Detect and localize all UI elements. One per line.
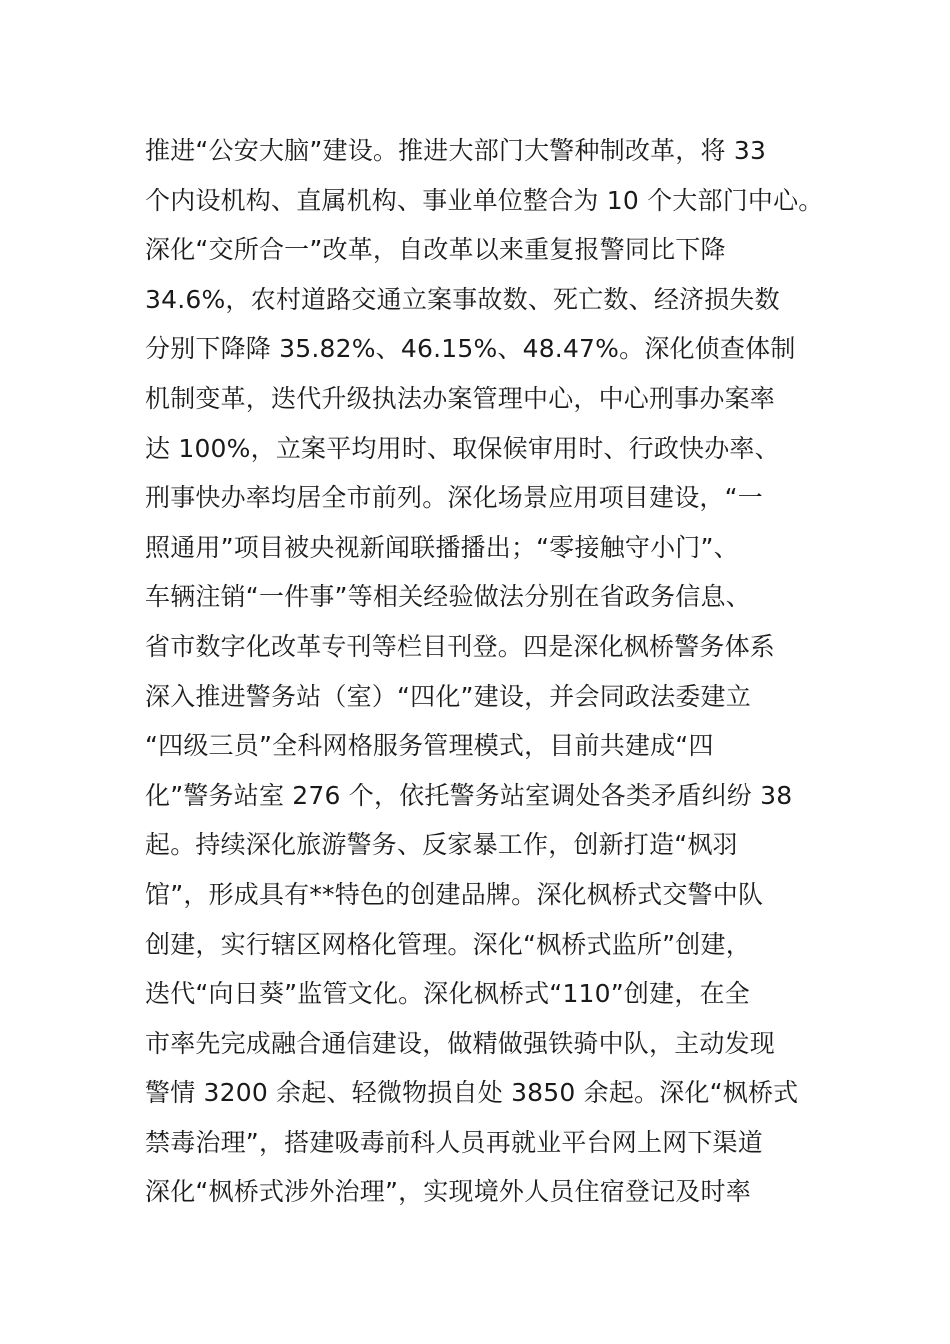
text-line: 个内设机构、直属机构、事业单位整合为 10 个大部门中心。: [145, 185, 824, 215]
text-line: 迭代“向日葵”监管文化。深化枫桥式“110”创建，在全: [145, 979, 750, 1009]
text-line: 馆”，形成具有**特色的创建品牌。深化枫桥式交警中队: [145, 879, 764, 909]
text-line: “四级三员”全科网格服务管理模式，目前共建成“四: [145, 731, 714, 761]
text-line: 车辆注销“一件事”等相关经验做法分别在省政务信息、: [145, 582, 751, 612]
text-line: 禁毒治理”，搭建吸毒前科人员再就业平台网上网下渠道: [145, 1127, 763, 1157]
text-line: 分别下降降 35.82%、46.15%、48.47%。深化侦查体制: [145, 334, 796, 364]
text-line: 机制变革，迭代升级执法办案管理中心，中心刑事办案率: [145, 383, 776, 413]
text-line: 化”警务站室 276 个，依托警务站室调处各类矛盾纠纷 38: [145, 780, 793, 810]
body-paragraph: [145, 126, 835, 1217]
text-line: 深化“交所合一”改革，自改革以来重复报警同比下降: [145, 235, 726, 265]
text-line: 34.6%，农村道路交通立案事故数、死亡数、经济损失数: [145, 284, 780, 314]
text-line: 市率先完成融合通信建设，做精做强铁骑中队，主动发现: [145, 1028, 776, 1058]
text-line: 省市数字化改革专刊等栏目刊登。四是深化枫桥警务体系: [145, 631, 776, 661]
text-line: 推进“公安大脑”建设。推进大部门大警种制改革，将 33: [145, 136, 767, 165]
text-line: 深入推进警务站（室）“四化”建设，并会同政法委建立: [145, 681, 751, 711]
text-line: 照通用”项目被央视新闻联播播出；“零接触守小门”、: [145, 532, 739, 562]
text-line: 警情 3200 余起、轻微物损自处 3850 余起。深化“枫桥式: [145, 1078, 799, 1108]
text-line: 创建，实行辖区网格化管理。深化“枫桥式监所”创建，: [145, 929, 751, 959]
text-line: 深化“枫桥式涉外治理”，实现境外人员住宿登记及时率: [145, 1177, 751, 1207]
text-line: 达 100%，立案平均用时、取保候审用时、行政快办率、: [145, 433, 780, 463]
text-line: 起。持续深化旅游警务、反家暴工作，创新打造“枫羽: [145, 830, 738, 860]
text-line: 刑事快办率均居全市前列。深化场景应用项目建设，“一: [145, 483, 763, 513]
